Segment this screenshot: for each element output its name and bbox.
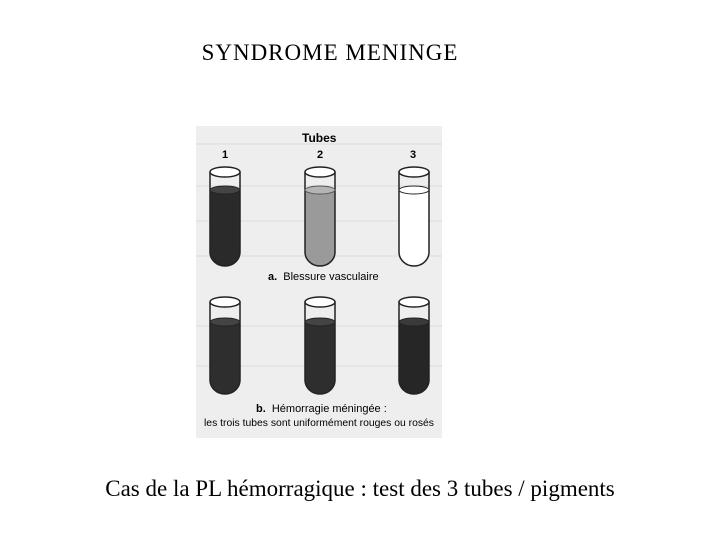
- tube-b3: [399, 297, 429, 394]
- row-a-tubes: [210, 167, 429, 266]
- row-b-label: [256, 403, 387, 415]
- tube-b2: [305, 297, 335, 394]
- tube-b1: [210, 297, 240, 394]
- row-b-text-line2: les trois tubes sont uniformément rouges ou rosés: [204, 418, 434, 429]
- tube-a3: [399, 167, 429, 266]
- row-b-text: Hémorragie méningée :: [271, 403, 387, 415]
- tube-a1: [210, 167, 240, 266]
- row-a-label: [268, 271, 379, 283]
- tube-b3-fill: [399, 322, 429, 394]
- slide-title: SYNDROME MENINGE: [201, 40, 459, 65]
- tube-a3-fill: [399, 190, 429, 266]
- tube-a2-fill: [305, 190, 335, 266]
- row-a-text: Blessure vasculaire: [283, 271, 379, 283]
- tube-b1-fill: [210, 322, 240, 394]
- tube-b2-fill: [305, 322, 335, 394]
- row-b-letter: b.: [256, 403, 266, 415]
- row-b-tubes: [210, 297, 429, 394]
- row-a-letter: a.: [268, 271, 278, 283]
- tube-number-1: 1: [222, 149, 229, 161]
- tubes-illustration: [196, 126, 442, 438]
- slide-caption: Cas de la PL hémorragique : test des 3 tubes / pigments: [105, 476, 615, 501]
- tubes-figure: [196, 126, 442, 438]
- tube-number-3: 3: [410, 149, 417, 161]
- tube-a2: [305, 167, 335, 266]
- figure-heading: Tubes: [302, 131, 337, 145]
- tube-a1-fill: [210, 190, 240, 266]
- tube-number-2: 2: [317, 149, 324, 161]
